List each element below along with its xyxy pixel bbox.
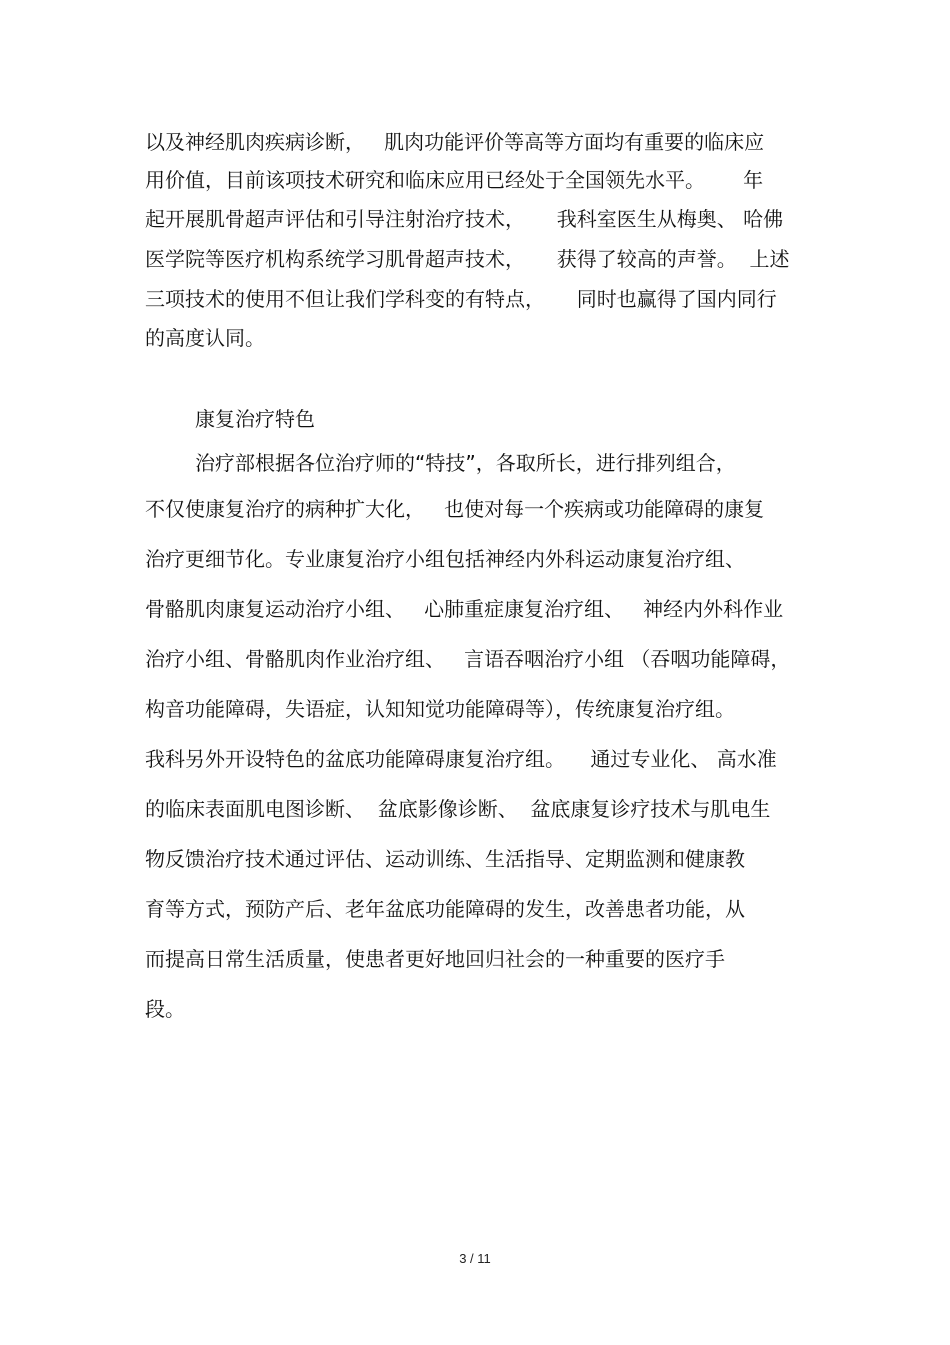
paragraph-line: 骨骼肌肉康复运动治疗小组、 心肺重症康复治疗组、 神经内外科作业 bbox=[145, 597, 784, 621]
section-heading: 康复治疗特色 bbox=[195, 407, 315, 431]
paragraph-line: 治疗小组、骨骼肌肉作业治疗组、 言语吞咽治疗小组 （吞咽功能障碍， bbox=[145, 647, 791, 671]
paragraph-line: 起开展肌骨超声评估和引导注射治疗技术， 我科室医生从梅奥、 哈佛 bbox=[145, 207, 784, 231]
paragraph-line: 用价值，目前该项技术研究和临床应用已经处于全国领先水平。 年 bbox=[145, 168, 764, 192]
paragraph-line: 不仅使康复治疗的病种扩大化， 也使对每一个疾病或功能障碍的康复 bbox=[145, 497, 765, 521]
paragraph-line: 三项技术的使用不但让我们学科变的有特点， 同时也赢得了国内同行 bbox=[145, 287, 777, 311]
paragraph-line: 而提高日常生活质量，使患者更好地回归社会的一种重要的医疗手 bbox=[145, 947, 725, 971]
paragraph-line: 治疗部根据各位治疗师的“特技”，各取所长，进行排列组合， bbox=[195, 451, 736, 475]
paragraph-line: 的高度认同。 bbox=[145, 326, 265, 350]
paragraph-line: 段。 bbox=[145, 997, 185, 1021]
paragraph-line: 以及神经肌肉疾病诊断， 肌肉功能评价等高等方面均有重要的临床应 bbox=[145, 130, 765, 154]
paragraph-line: 育等方式，预防产后、老年盆底功能障碍的发生，改善患者功能，从 bbox=[145, 897, 745, 921]
paragraph-line: 构音功能障碍，失语症，认知知觉功能障碍等），传统康复治疗组。 bbox=[145, 697, 735, 721]
page-number: 3 / 11 bbox=[459, 1251, 491, 1266]
paragraph-line: 医学院等医疗机构系统学习肌骨超声技术， 获得了较高的声誉。 上述 bbox=[145, 247, 790, 271]
paragraph-line: 治疗更细节化。专业康复治疗小组包括神经内外科运动康复治疗组、 bbox=[145, 547, 745, 571]
paragraph-line: 的临床表面肌电图诊断、 盆底影像诊断、 盆底康复诊疗技术与肌电生 bbox=[145, 797, 771, 821]
paragraph-line: 物反馈治疗技术通过评估、运动训练、生活指导、定期监测和健康教 bbox=[145, 847, 745, 871]
paragraph-line: 我科另外开设特色的盆底功能障碍康复治疗组。 通过专业化、 高水准 bbox=[145, 747, 777, 771]
